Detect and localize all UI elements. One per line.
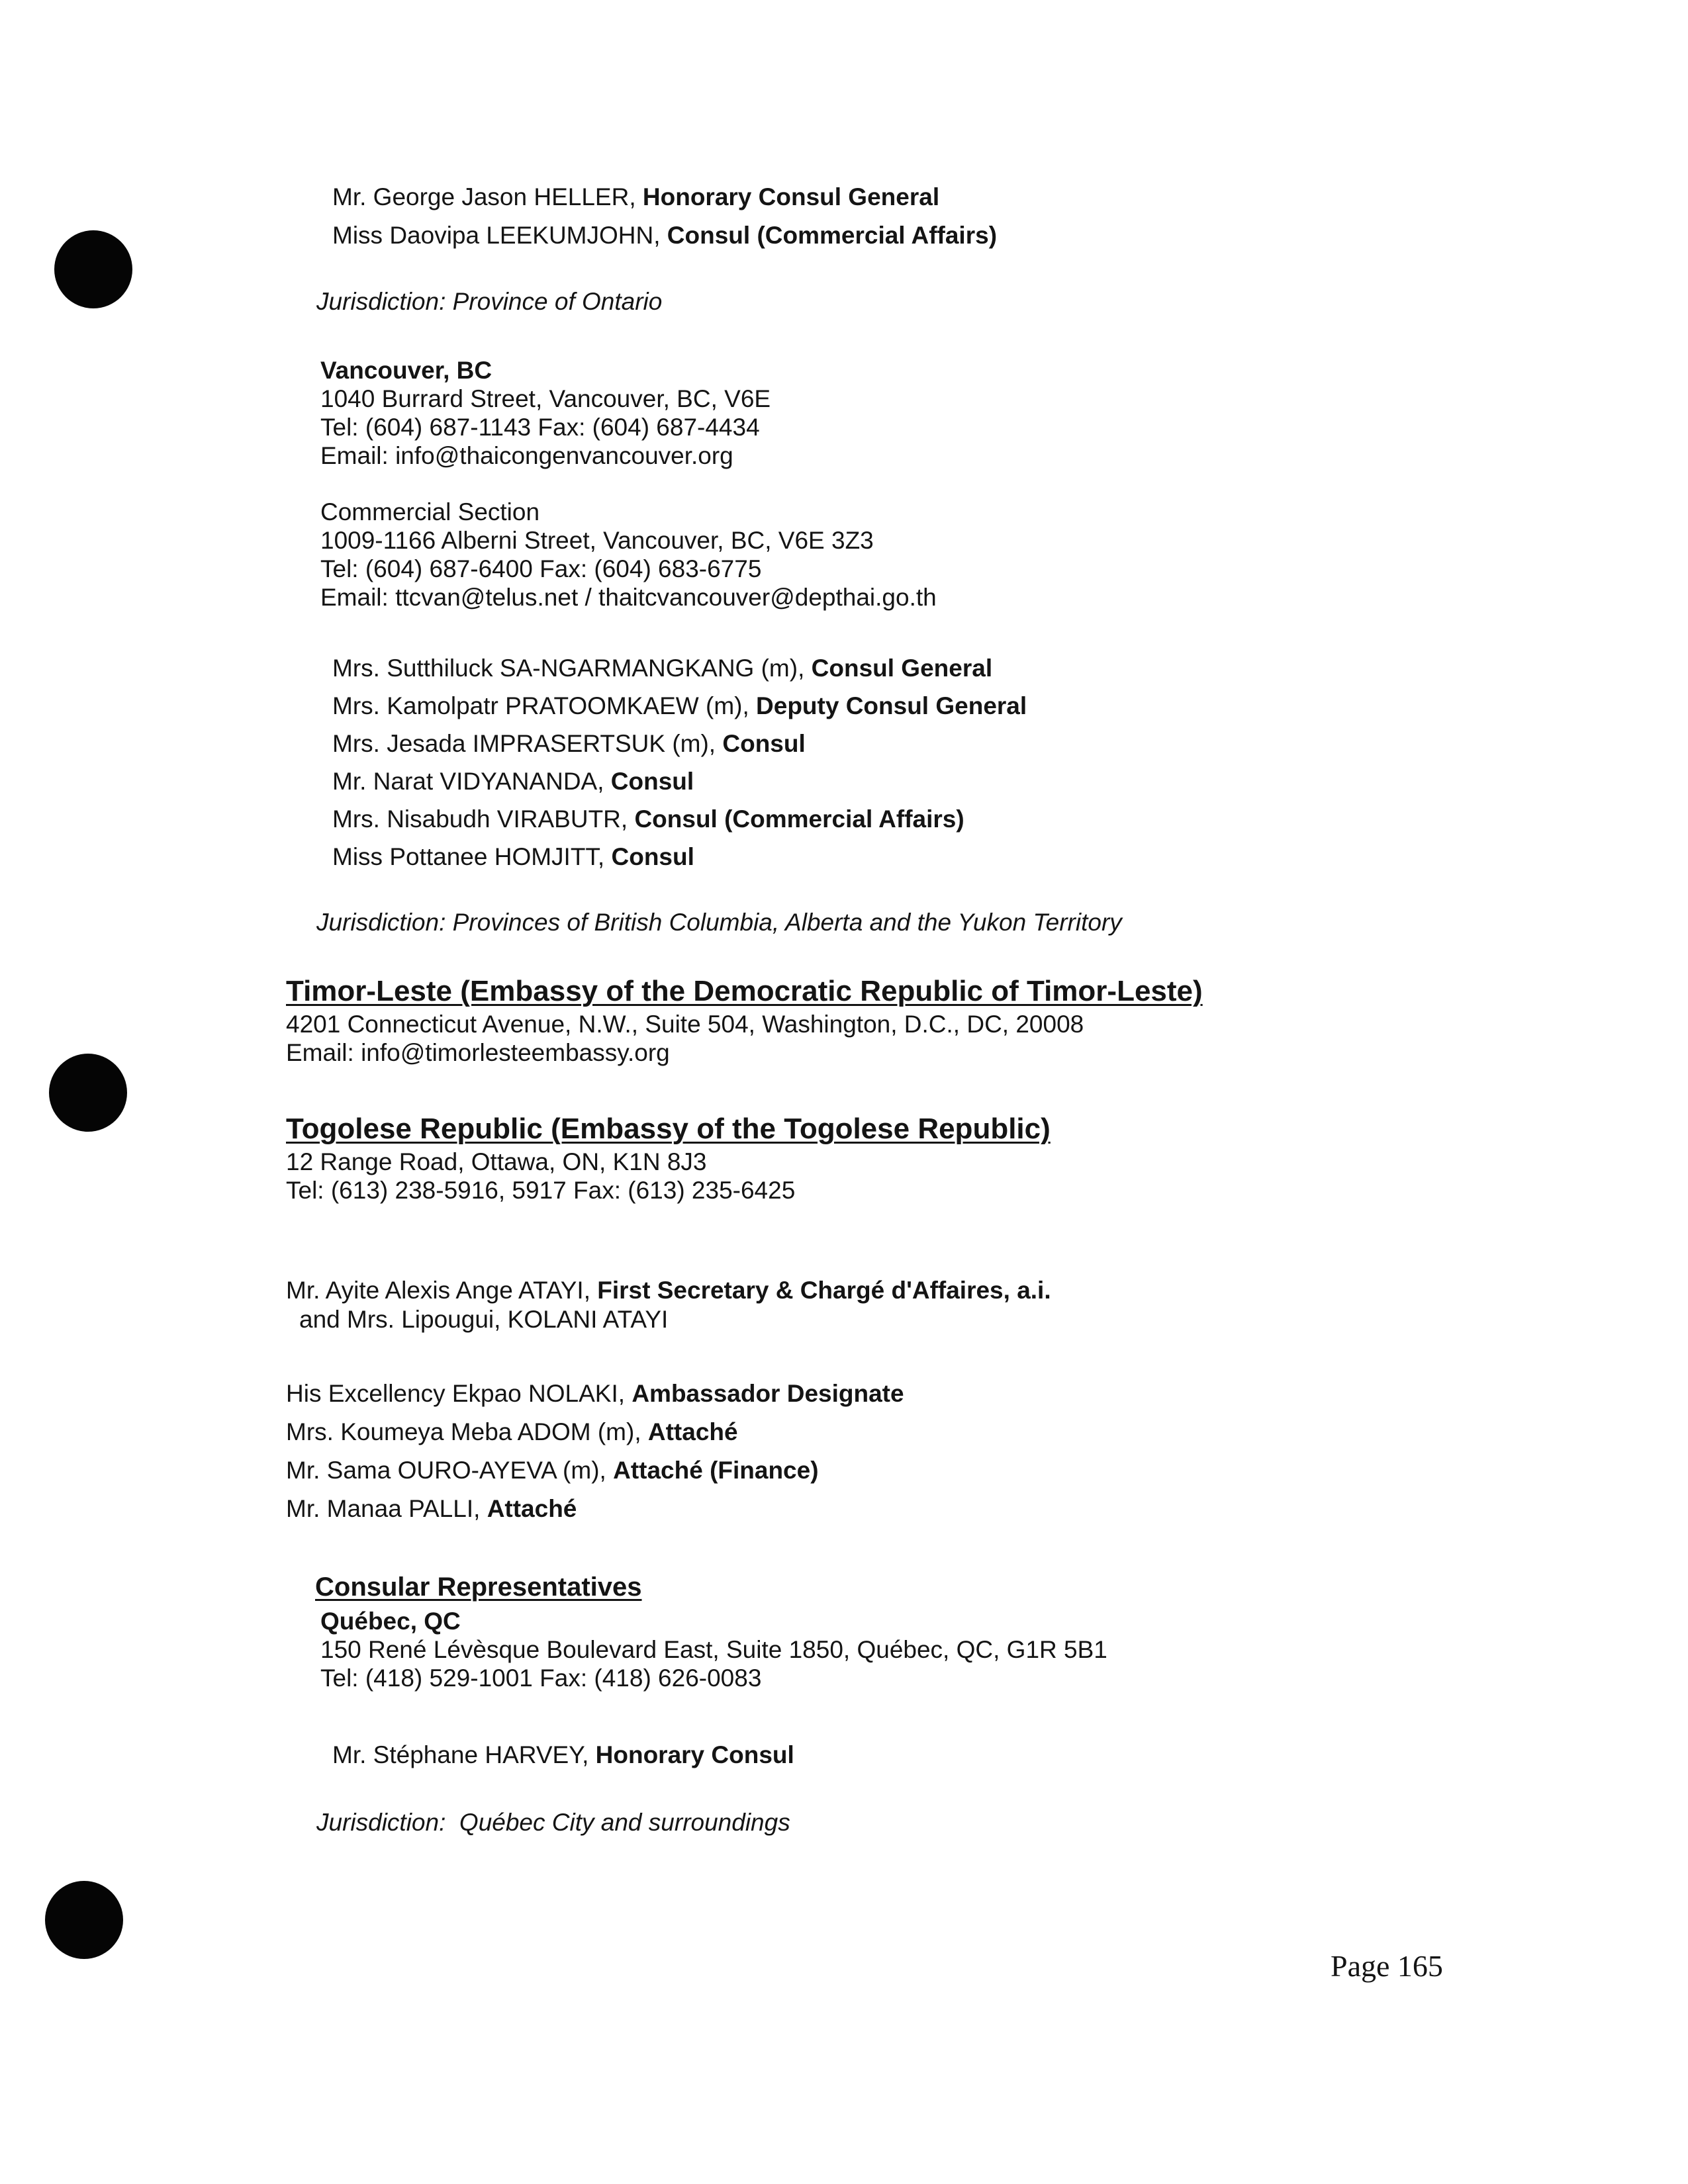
staff-name: Miss Daovipa LEEKUMJOHN,	[332, 222, 667, 249]
email-line: Email: info@timorlesteembassy.org	[286, 1039, 670, 1066]
staff-name: His Excellency Ekpao NOLAKI,	[286, 1380, 632, 1407]
staff-name: Mrs. Nisabudh VIRABUTR,	[332, 805, 635, 833]
punch-hole-bottom	[45, 1881, 123, 1959]
staff-name: Mr. Manaa PALLI,	[286, 1495, 487, 1522]
address-line: 1009-1166 Alberni Street, Vancouver, BC, V6E 3Z3	[320, 527, 874, 554]
staff-entry	[332, 1741, 794, 1770]
address-line: 1040 Burrard Street, Vancouver, BC, V6E	[320, 385, 771, 412]
vancouver-address-block	[320, 356, 771, 470]
staff-name: Mrs. Jesada IMPRASERTSUK (m),	[332, 730, 723, 757]
staff-title: Ambassador Designate	[632, 1380, 904, 1407]
staff-name: Mrs. Sutthiluck SA-NGARMANGKANG (m),	[332, 655, 812, 682]
consular-representatives-heading: Consular Representatives	[315, 1572, 642, 1602]
staff-name: Mr. Ayite Alexis Ange ATAYI,	[286, 1277, 598, 1304]
staff-entry	[286, 1379, 904, 1408]
staff-name: Mrs. Koumeya Meba ADOM (m),	[286, 1418, 648, 1445]
staff-entry	[332, 183, 939, 212]
staff-title: Consul	[610, 768, 694, 795]
city-heading: Vancouver, BC	[320, 357, 492, 384]
city-heading: Québec, QC	[320, 1608, 461, 1635]
punch-hole-middle	[49, 1054, 127, 1132]
punch-hole-top	[54, 230, 132, 308]
commercial-section-block	[320, 498, 937, 612]
staff-title: Attaché (Finance)	[613, 1457, 819, 1484]
phone-line: Tel: (604) 687-6400 Fax: (604) 683-6775	[320, 555, 762, 582]
address-line: 150 René Lévèsque Boulevard East, Suite 1850, Québec, QC, G1R 5B1	[320, 1636, 1107, 1663]
spouse-line: and Mrs. Lipougui, KOLANI ATAYI	[299, 1306, 669, 1333]
timor-address-block	[286, 1010, 1084, 1067]
phone-line: Tel: (418) 529-1001 Fax: (418) 626-0083	[320, 1664, 762, 1692]
quebec-address-block	[320, 1607, 1107, 1692]
jurisdiction-ontario: Jurisdiction: Province of Ontario	[316, 288, 663, 315]
staff-name: Mr. Narat VIDYANANDA,	[332, 768, 611, 795]
staff-entry	[332, 692, 1027, 721]
staff-entry	[332, 654, 992, 683]
staff-title: First Secretary & Chargé d'Affaires, a.i.	[597, 1277, 1051, 1304]
staff-entry	[286, 1418, 738, 1447]
staff-entry	[286, 1456, 819, 1485]
staff-title: Consul General	[811, 655, 993, 682]
staff-entry	[332, 805, 964, 834]
staff-name: Mrs. Kamolpatr PRATOOMKAEW (m),	[332, 692, 757, 719]
togo-address-block	[286, 1148, 795, 1205]
staff-entry	[332, 767, 694, 796]
phone-line: Tel: (613) 238-5916, 5917 Fax: (613) 235-6425	[286, 1177, 796, 1204]
staff-title: Honorary Consul General	[642, 183, 940, 210]
staff-name: Mr. George Jason HELLER,	[332, 183, 643, 210]
staff-title: Attaché	[647, 1418, 738, 1445]
staff-name: Miss Pottanee HOMJITT,	[332, 843, 612, 870]
email-line: Email: info@thaicongenvancouver.org	[320, 442, 733, 469]
staff-entry	[286, 1276, 1051, 1305]
address-line: 12 Range Road, Ottawa, ON, K1N 8J3	[286, 1148, 707, 1175]
staff-title: Consul (Commercial Affairs)	[634, 805, 964, 833]
jurisdiction-quebec: Jurisdiction: Québec City and surroundings	[316, 1809, 790, 1836]
staff-title: Consul	[611, 843, 694, 870]
staff-entry	[332, 729, 806, 758]
phone-line: Tel: (604) 687-1143 Fax: (604) 687-4434	[320, 414, 760, 441]
email-line: Email: ttcvan@telus.net / thaitcvancouver@depthai.go.th	[320, 584, 937, 611]
staff-title: Deputy Consul General	[756, 692, 1027, 719]
staff-title: Consul	[722, 730, 806, 757]
country-heading-togo: Togolese Republic (Embassy of the Togolese Republic)	[286, 1113, 1051, 1145]
page-number: Page 165	[1331, 1949, 1443, 1983]
staff-entry	[286, 1494, 577, 1524]
country-heading-timor-leste: Timor-Leste (Embassy of the Democratic Republic of Timor-Leste)	[286, 975, 1203, 1007]
address-line: 4201 Connecticut Avenue, N.W., Suite 504, Washington, D.C., DC, 20008	[286, 1011, 1084, 1038]
staff-title: Honorary Consul	[595, 1741, 794, 1768]
staff-name: Mr. Sama OURO-AYEVA (m),	[286, 1457, 614, 1484]
staff-title: Attaché	[487, 1495, 577, 1522]
staff-title: Consul (Commercial Affairs)	[667, 222, 998, 249]
section-label: Commercial Section	[320, 498, 540, 525]
staff-name: Mr. Stéphane HARVEY,	[332, 1741, 596, 1768]
staff-entry	[332, 842, 694, 872]
staff-entry	[332, 221, 997, 250]
jurisdiction-bc: Jurisdiction: Provinces of British Columbia, Alberta and the Yukon Territory	[316, 909, 1122, 936]
